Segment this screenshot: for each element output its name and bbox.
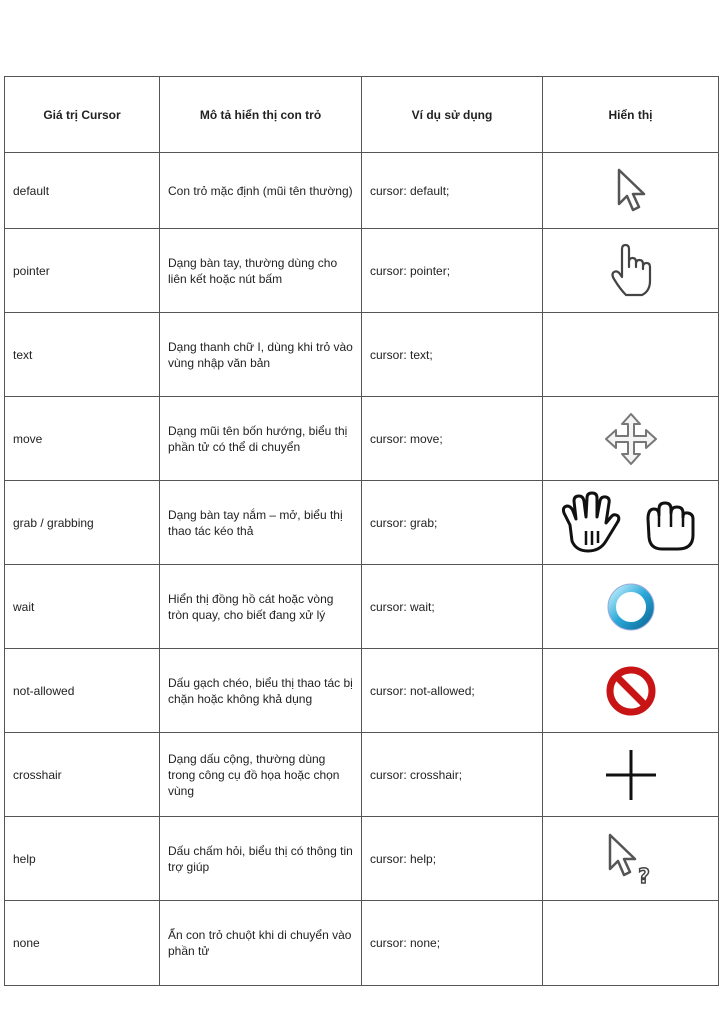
hand-pointer-icon [608, 263, 654, 277]
cursor-description: Ẩn con trỏ chuột khi di chuyển vào phần tử [160, 901, 362, 986]
cursor-example: cursor: none; [362, 901, 543, 986]
cursor-display [543, 733, 719, 817]
header-description: Mô tả hiển thị con trỏ [160, 77, 362, 153]
table-row [5, 733, 719, 817]
cursor-display [543, 397, 719, 481]
cursor-description: Dấu gạch chéo, biểu thị thao tác bị chặn hoặc không khả dụng [160, 649, 362, 733]
cursor-description: Con trỏ mặc định (mũi tên thường) [160, 153, 362, 229]
cursor-example: cursor: grab; [362, 481, 543, 565]
header-value: Giá trị Cursor [5, 77, 160, 153]
table-row [5, 397, 719, 481]
table-row [5, 649, 719, 733]
header-display: Hiển thị [543, 77, 719, 153]
cursor-display [543, 229, 719, 313]
table-row [5, 313, 719, 397]
cursor-value: move [5, 397, 160, 481]
header-example: Ví dụ sử dụng [362, 77, 543, 153]
arrow-cursor-icon [613, 183, 649, 197]
cursor-value: not-allowed [5, 649, 160, 733]
not-allowed-icon [604, 683, 658, 697]
table-header-row [5, 77, 719, 153]
cursor-example: cursor: wait; [362, 565, 543, 649]
cursor-example: cursor: not-allowed; [362, 649, 543, 733]
cursor-description: Dạng mũi tên bốn hướng, biểu thị phần tử có thể di chuyển [160, 397, 362, 481]
cursor-value: grab / grabbing [5, 481, 160, 565]
cursor-display [543, 481, 719, 565]
table-row [5, 565, 719, 649]
cursor-example: cursor: move; [362, 397, 543, 481]
cursor-display [543, 901, 719, 986]
cursor-value: none [5, 901, 160, 986]
cursor-description: Hiển thị đồng hồ cát hoặc vòng tròn quay, cho biết đang xử lý [160, 565, 362, 649]
grab-hand-icon [556, 515, 706, 529]
cursor-value: wait [5, 565, 160, 649]
table-row [5, 481, 719, 565]
move-arrows-icon [603, 431, 659, 445]
cursor-display [543, 565, 719, 649]
table-row [5, 229, 719, 313]
cursor-example: cursor: pointer; [362, 229, 543, 313]
cursor-description: Dấu chấm hỏi, biểu thị có thông tin trợ giúp [160, 817, 362, 901]
cursor-display [543, 817, 719, 901]
closed-hand-icon [648, 503, 693, 549]
cursor-description: Dạng bàn tay, thường dùng cho liên kết hoặc nút bấm [160, 229, 362, 313]
table-row [5, 153, 719, 229]
cursor-display [543, 649, 719, 733]
cursor-example: cursor: help; [362, 817, 543, 901]
svg-text:?: ? [637, 863, 650, 887]
cursor-example: cursor: text; [362, 313, 543, 397]
cursor-value: crosshair [5, 733, 160, 817]
table-row [5, 901, 719, 986]
cursor-example: cursor: default; [362, 153, 543, 229]
open-hand-icon [563, 493, 618, 551]
crosshair-icon [604, 767, 658, 781]
cursor-description: Dạng thanh chữ I, dùng khi trỏ vào vùng nhập văn bản [160, 313, 362, 397]
cursor-value: default [5, 153, 160, 229]
cursor-description: Dạng bàn tay nắm – mở, biểu thị thao tác kéo thả [160, 481, 362, 565]
cursor-display [543, 313, 719, 397]
spinner-icon [605, 599, 657, 613]
cursor-value: text [5, 313, 160, 397]
cursor-value: help [5, 817, 160, 901]
cursor-description: Dạng dấu cộng, thường dùng trong công cụ đồ họa hoặc chọn vùng [160, 733, 362, 817]
cursor-example: cursor: crosshair; [362, 733, 543, 817]
cursor-table [4, 76, 719, 986]
cursor-display [543, 153, 719, 229]
help-cursor-icon [604, 851, 658, 887]
table-row [5, 817, 719, 901]
cursor-value: pointer [5, 229, 160, 313]
